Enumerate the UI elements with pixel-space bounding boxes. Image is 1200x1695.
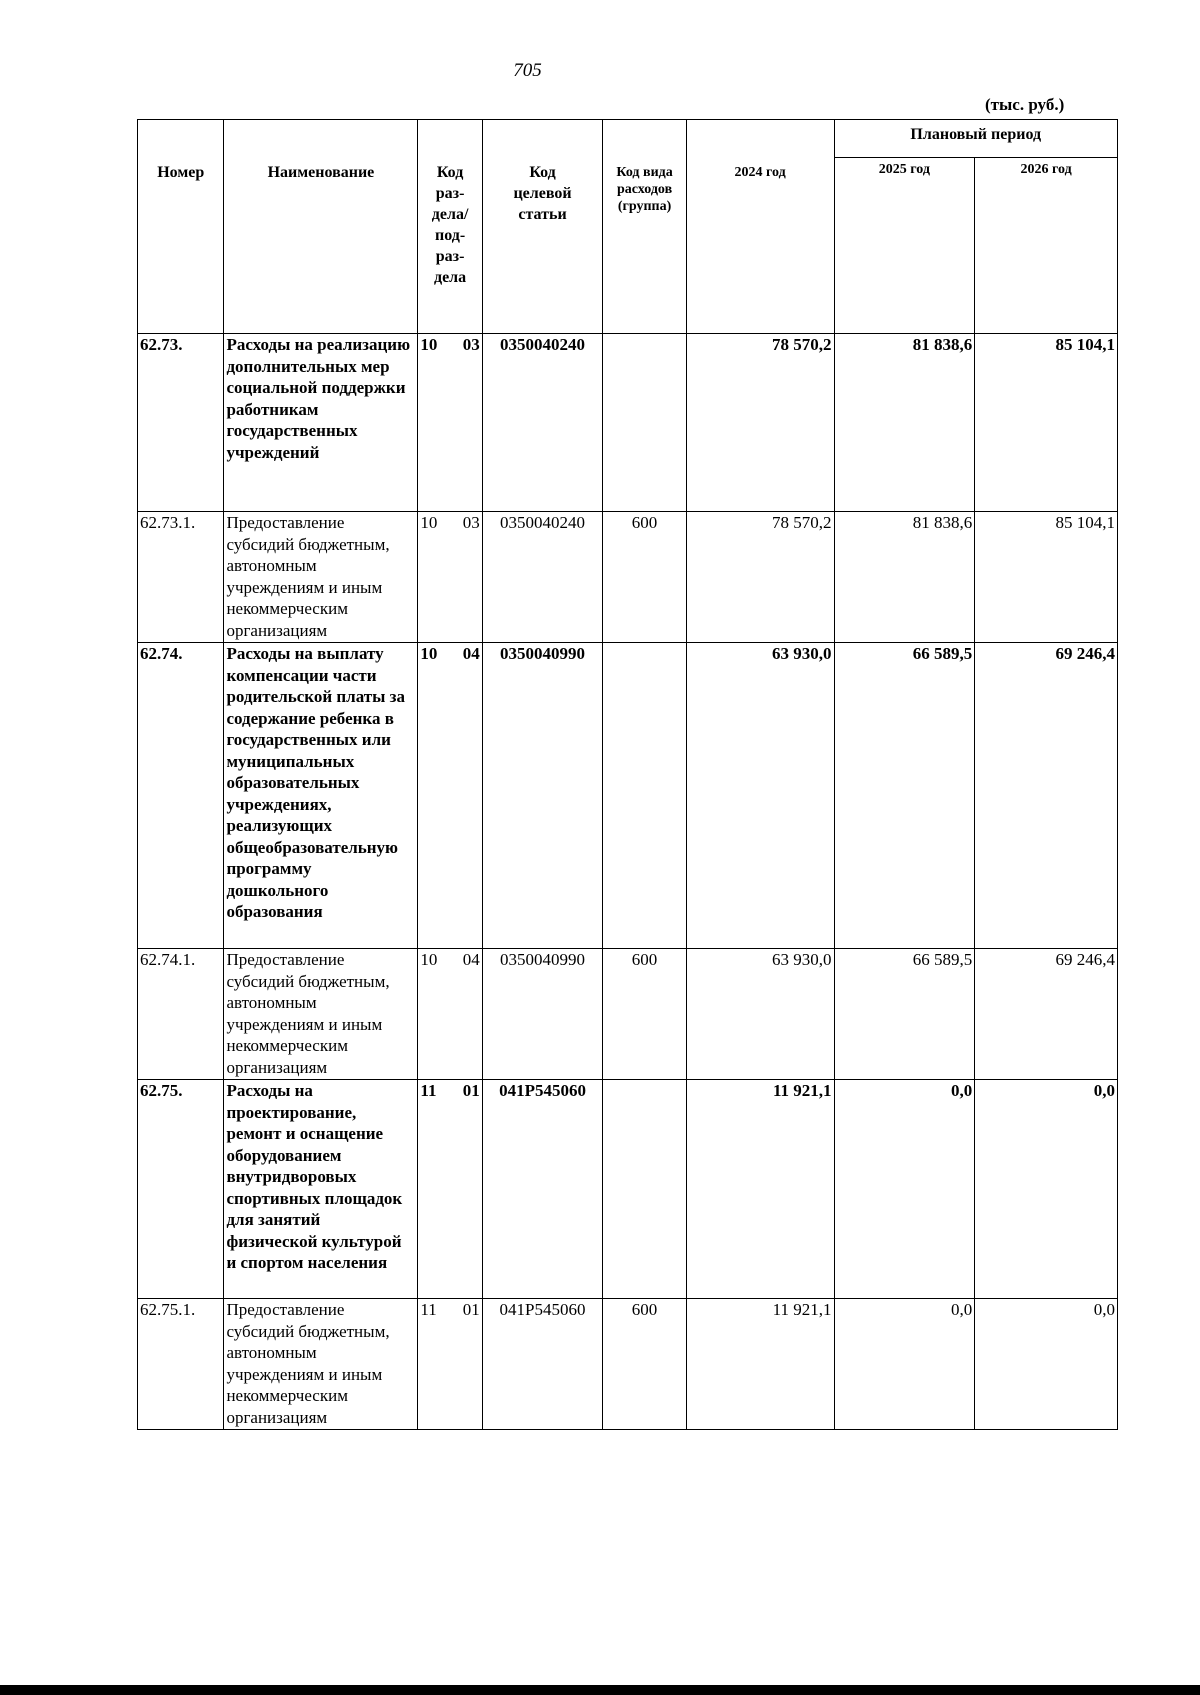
header-expense-line: (группа) [617,199,672,214]
row-number: 62.75.1. [138,1299,224,1430]
row-target-code: 041P545060 [482,1299,603,1430]
budget-table [137,119,1118,1430]
row-section: 10 [420,513,438,532]
row-expense-kind [603,643,686,949]
row-name: Предоставление субсидий бюджетным, автономным учреждениям и иным некоммерческим организациям [224,512,418,643]
table-row [138,1080,1118,1299]
row-section-code [418,512,482,643]
header-section-line: под- [434,227,466,244]
header-section-line: раз- [435,248,465,265]
row-expense-kind: 600 [603,512,686,643]
row-amount-2024: 63 930,0 [686,949,834,1080]
row-subsection: 04 [462,644,480,663]
row-amount-2026: 85 104,1 [975,334,1118,512]
row-target-code: 0350040240 [482,334,603,512]
header-target-line: Код [529,164,556,181]
header-expense-line: Код вида [616,165,673,180]
header-target-line: целевой [513,185,572,202]
header-year-2026-label: 2026 год [1020,162,1072,177]
row-number: 62.73.1. [138,512,224,643]
row-subsection: 01 [462,1081,480,1100]
header-target-article [482,120,603,334]
row-amount-2024: 78 570,2 [686,512,834,643]
row-section-code [418,949,482,1080]
row-name: Расходы на реализацию дополнительных мер социальной поддержки работникам государственных учреждений [224,334,418,512]
header-year-2025-label: 2025 год [878,162,930,177]
units-label: (тыс. руб.) [985,95,1065,114]
row-name: Расходы на выплату компенсации части родительской платы за содержание ребенка в государственных или муниципальных образовательных учреждениях, реализующих общеобразовательную программу дошкольного образования [224,643,418,949]
row-number: 62.74. [138,643,224,949]
row-number: 62.75. [138,1080,224,1299]
table-row [138,512,1118,643]
header-expense-kind [603,120,686,334]
table-row [138,949,1118,1080]
row-name: Предоставление субсидий бюджетным, автономным учреждениям и иным некоммерческим организациям [224,949,418,1080]
row-amount-2024: 11 921,1 [686,1080,834,1299]
row-name: Расходы на проектирование, ремонт и оснащение оборудованием внутридворовых спортивных площадок для занятий физической культурой и спортом населения [224,1080,418,1299]
header-section [418,120,482,334]
row-section: 10 [420,950,438,969]
row-expense-kind [603,334,686,512]
row-section: 11 [420,1081,437,1100]
row-amount-2026: 69 246,4 [975,949,1118,1080]
row-amount-2024: 78 570,2 [686,334,834,512]
table-body [138,334,1118,1430]
header-year-2024-label: 2024 год [734,165,786,180]
table-row [138,643,1118,949]
row-target-code: 0350040990 [482,643,603,949]
row-amount-2024: 63 930,0 [686,643,834,949]
header-section-line: Код [436,164,464,181]
row-amount-2025: 81 838,6 [834,334,975,512]
row-section: 11 [420,1300,437,1319]
row-name: Предоставление субсидий бюджетным, автономным учреждениям и иным некоммерческим организациям [224,1299,418,1430]
row-section-code [418,334,482,512]
row-section: 10 [420,644,438,663]
header-number-label: Номер [157,164,205,181]
row-target-code: 0350040240 [482,512,603,643]
row-amount-2026: 69 246,4 [975,643,1118,949]
row-amount-2026: 85 104,1 [975,512,1118,643]
row-expense-kind: 600 [603,949,686,1080]
row-subsection: 04 [462,950,480,969]
header-section-line: дела/ [431,206,469,223]
scan-edge [0,1685,1200,1695]
header-section-line: раз- [435,185,465,202]
row-amount-2025: 66 589,5 [834,643,975,949]
row-amount-2025: 0,0 [834,1080,975,1299]
row-amount-2024: 11 921,1 [686,1299,834,1430]
row-section-code [418,1299,482,1430]
row-number: 62.73. [138,334,224,512]
header-name-label: Наименование [267,164,375,181]
header-number [138,120,224,334]
row-amount-2025: 81 838,6 [834,512,975,643]
table-header [138,120,1118,334]
table-row [138,1299,1118,1430]
row-section-code [418,1080,482,1299]
row-subsection: 03 [462,513,480,532]
header-expense-line: расходов [616,182,673,197]
header-name [224,120,418,334]
row-expense-kind: 600 [603,1299,686,1430]
row-amount-2025: 66 589,5 [834,949,975,1080]
header-planned-period-label: Плановый период [910,126,1042,143]
row-target-code: 0350040990 [482,949,603,1080]
header-target-line: статьи [518,206,567,223]
header-year-2024 [686,120,834,334]
row-amount-2025: 0,0 [834,1299,975,1430]
row-expense-kind [603,1080,686,1299]
page-number: 705 [513,60,542,81]
row-number: 62.74.1. [138,949,224,1080]
header-year-2025 [834,158,975,334]
header-section-line: дела [433,269,467,286]
row-amount-2026: 0,0 [975,1299,1118,1430]
table-row [138,334,1118,512]
row-subsection: 03 [462,335,480,354]
row-section-code [418,643,482,949]
row-section: 10 [420,335,438,354]
row-subsection: 01 [462,1300,480,1319]
header-year-2026 [975,158,1118,334]
row-target-code: 041P545060 [482,1080,603,1299]
header-planned-period [834,120,1117,158]
row-amount-2026: 0,0 [975,1080,1118,1299]
